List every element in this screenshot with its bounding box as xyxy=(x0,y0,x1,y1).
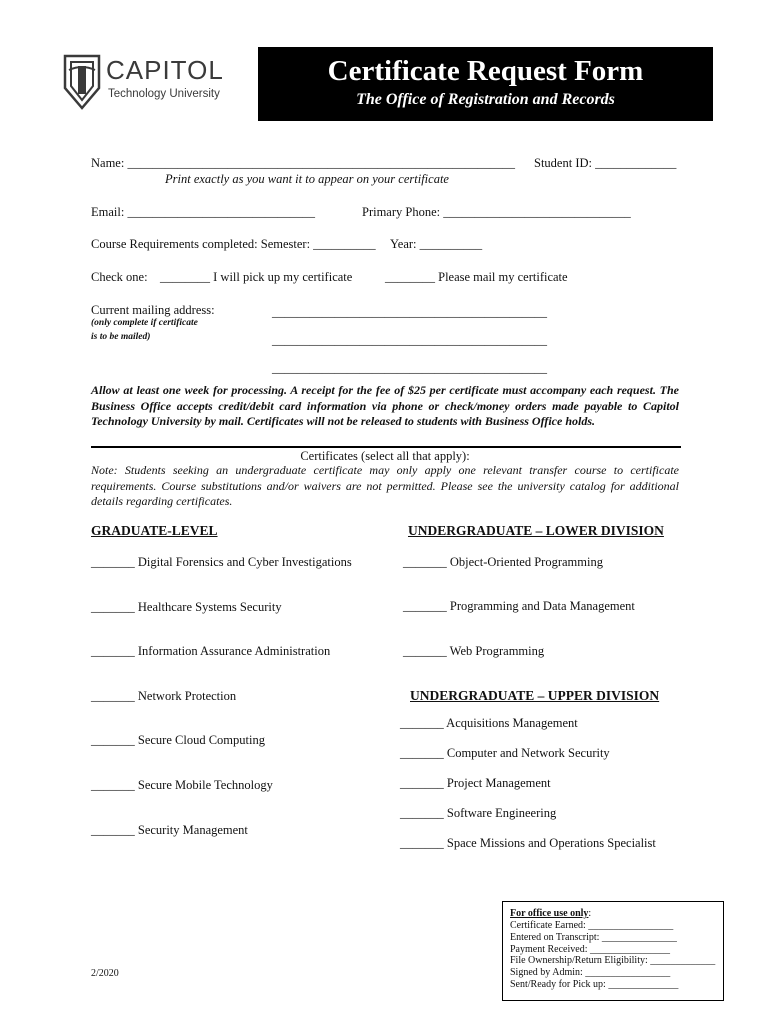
upper-division-item[interactable]: _______ Space Missions and Operations Specialist xyxy=(400,836,656,850)
address-line-1[interactable]: ____________________________________________ xyxy=(272,305,547,319)
revision-date: 2/2020 xyxy=(91,968,119,979)
graduate-item[interactable]: _______ Secure Mobile Technology xyxy=(91,778,273,792)
logo-name: CAPITOL xyxy=(106,55,224,85)
mailing-note-line1: (only complete if certificate xyxy=(91,318,198,328)
year-field[interactable]: Year: __________ xyxy=(390,237,483,251)
graduate-item[interactable]: _______ Security Management xyxy=(91,823,248,837)
office-line: Signed by Admin: _________________ xyxy=(510,967,671,978)
graduate-item[interactable]: _______ Digital Forensics and Cyber Investigations xyxy=(91,555,352,569)
mail-option[interactable]: ________ Please mail my certificate xyxy=(385,270,568,284)
address-line-3[interactable]: ____________________________________________ xyxy=(272,361,547,375)
section-divider xyxy=(91,446,681,448)
upper-division-heading: UNDERGRADUATE – UPPER DIVISION xyxy=(410,688,660,703)
processing-notice: Allow at least one week for processing. A receipt for the fee of $25 per certificate must accompany each request. The Business Office accepts credit/debit card information via phone or check/money orders made payable to Capitol Technology University by mail. Certificates will not be released to students with Business Office holds. xyxy=(91,383,679,428)
email-field[interactable]: Email: ______________________________ xyxy=(91,205,315,219)
office-line: Certificate Earned: _________________ xyxy=(510,920,674,931)
upper-division-item[interactable]: _______ Project Management xyxy=(400,776,551,790)
shield-logo-icon xyxy=(63,54,101,110)
upper-division-item[interactable]: _______ Software Engineering xyxy=(400,806,557,820)
graduate-item[interactable]: _______ Secure Cloud Computing xyxy=(91,733,265,747)
form-title: Certificate Request Form xyxy=(327,55,644,87)
pickup-option[interactable]: ________ I will pick up my certificate xyxy=(160,270,353,284)
upper-division-item[interactable]: _______ Computer and Network Security xyxy=(400,746,610,760)
office-use-colon: : xyxy=(588,908,592,919)
graduate-item[interactable]: _______ Information Assurance Administration xyxy=(91,644,331,658)
graduate-heading: GRADUATE-LEVEL xyxy=(91,523,218,538)
office-use-title: For office use only xyxy=(510,908,589,919)
graduate-item[interactable]: _______ Healthcare Systems Security xyxy=(91,600,282,614)
mailing-note-line2: is to be mailed) xyxy=(91,332,151,342)
address-line-2[interactable]: ____________________________________________ xyxy=(272,333,547,347)
office-line: Entered on Transcript: _______________ xyxy=(510,932,677,943)
name-field[interactable]: Name: ______________________________________________________________ xyxy=(91,156,515,170)
form-subtitle: The Office of Registration and Records xyxy=(356,91,615,108)
lower-division-item[interactable]: _______ Web Programming xyxy=(403,644,545,658)
certificates-heading: Certificates (select all that apply): xyxy=(300,449,470,463)
lower-division-heading: UNDERGRADUATE – LOWER DIVISION xyxy=(408,523,664,538)
check-one-label: Check one: xyxy=(91,270,148,284)
lower-division-item[interactable]: _______ Programming and Data Management xyxy=(403,599,635,613)
name-hint: Print exactly as you want it to appear on your certificate xyxy=(165,172,449,186)
student-id-field[interactable]: Student ID: _____________ xyxy=(534,156,677,170)
office-line: File Ownership/Return Eligibility: _____________ xyxy=(510,955,716,966)
mailing-address-label: Current mailing address: xyxy=(91,303,215,317)
semester-field[interactable]: Course Requirements completed: Semester: __________ xyxy=(91,237,376,251)
lower-division-item[interactable]: _______ Object-Oriented Programming xyxy=(403,555,603,569)
header-banner xyxy=(258,47,713,121)
office-use-box xyxy=(502,901,724,1001)
graduate-item[interactable]: _______ Network Protection xyxy=(91,689,237,703)
office-line: Sent/Ready for Pick up: ______________ xyxy=(510,979,679,990)
office-line: Payment Received: ________________ xyxy=(510,943,670,955)
upper-division-item[interactable]: _______ Acquisitions Management xyxy=(400,716,578,730)
phone-field[interactable]: Primary Phone: ______________________________ xyxy=(362,205,631,219)
office-use-title-row xyxy=(510,908,591,920)
logo-subtitle: Technology University xyxy=(108,88,220,100)
certificates-note: Note: Students seeking an undergraduate certificate may only apply one relevant transfer course to certificate requirements. Course substitutions and/or waivers are not permitted. Please see the university catalog for additional details regarding certificates. xyxy=(91,463,679,508)
